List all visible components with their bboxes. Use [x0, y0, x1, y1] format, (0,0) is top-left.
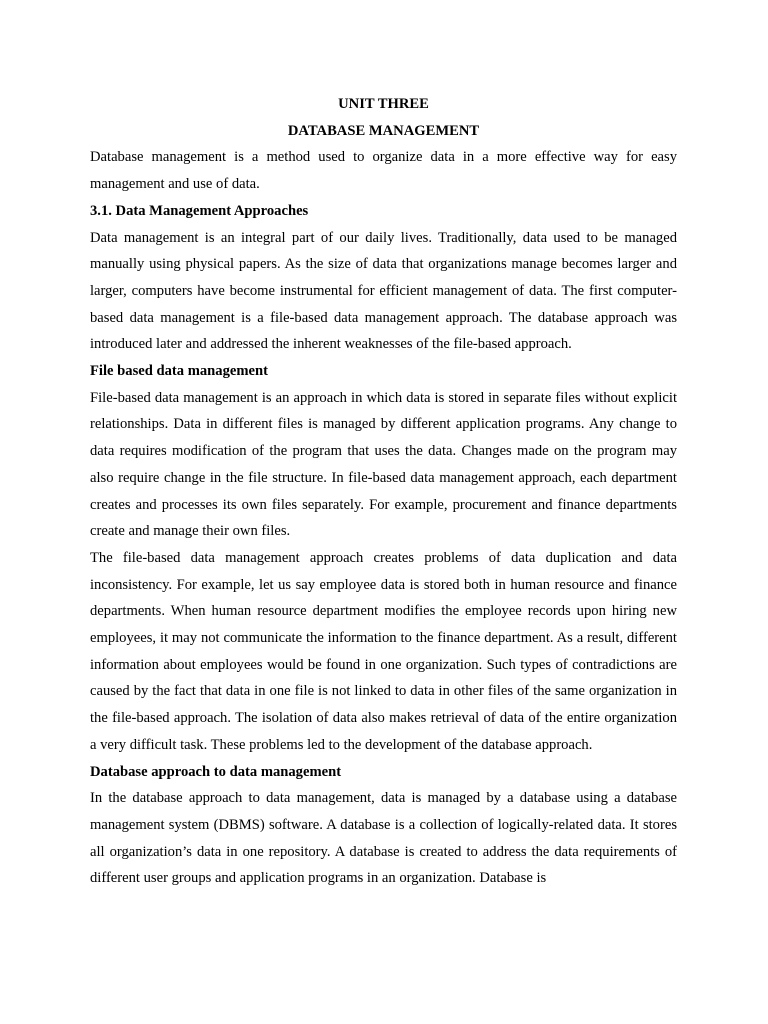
approaches-paragraph: Data management is an integral part of our daily lives. Traditionally, data used to be managed manually using physical papers. As the size of data that organizations manage becomes larger and larger, computers have become instrumental for efficient management of data. The first computer-based data management is a file-based data management approach. The database approach was introduced later and addressed the inherent weaknesses of the file-based approach.: [90, 229, 677, 353]
file-based-paragraph-1: File-based data management is an approach in which data is stored in separate files without explicit relationships. Data in different files is managed by different application programs. Any change to data requires modification of the program that uses the data. Changes made on the program may also require change in the file structure. In file-based data management approach, each department creates and processes its own files separately. For example, procurement and finance departments create and manage their own files.: [90, 389, 677, 540]
intro-paragraph: Database management is a method used to organize data in a more effective way for easy management and use of data.: [90, 149, 677, 193]
chapter-title: DATABASE MANAGEMENT: [287, 122, 480, 139]
section-heading-approaches: 3.1. Data Management Approaches: [90, 202, 309, 219]
unit-title: UNIT THREE: [338, 96, 429, 112]
file-based-paragraph-2: The file-based data management approach creates problems of data duplication and data inconsistency. For example, let us say employee data is stored both in human resource and finance departments. When human resource department modifies the employee records upon hiring new employees, it may not communicate the information to the finance department. As a result, different information about employees would be found in one organization. Such types of contradictions are caused by the fact that data in one file is not linked to data in other files of the same organization in the file-based approach. The isolation of data also makes retrieval of data of the entire organization a very difficult task. These problems led to the development of the database approach.: [90, 549, 677, 753]
document-page: [90, 91, 677, 892]
section-heading-file-based: File based data management: [90, 363, 268, 380]
section-heading-database-approach: Database approach to data management: [90, 763, 342, 780]
database-approach-paragraph: In the database approach to data management, data is managed by a database using a database management system (DBMS) software. A database is a collection of logically-related data. It stores all organization’s data in one repository. A database is created to address the data requirements of different user groups and application programs in an organization. Database is: [90, 790, 677, 887]
